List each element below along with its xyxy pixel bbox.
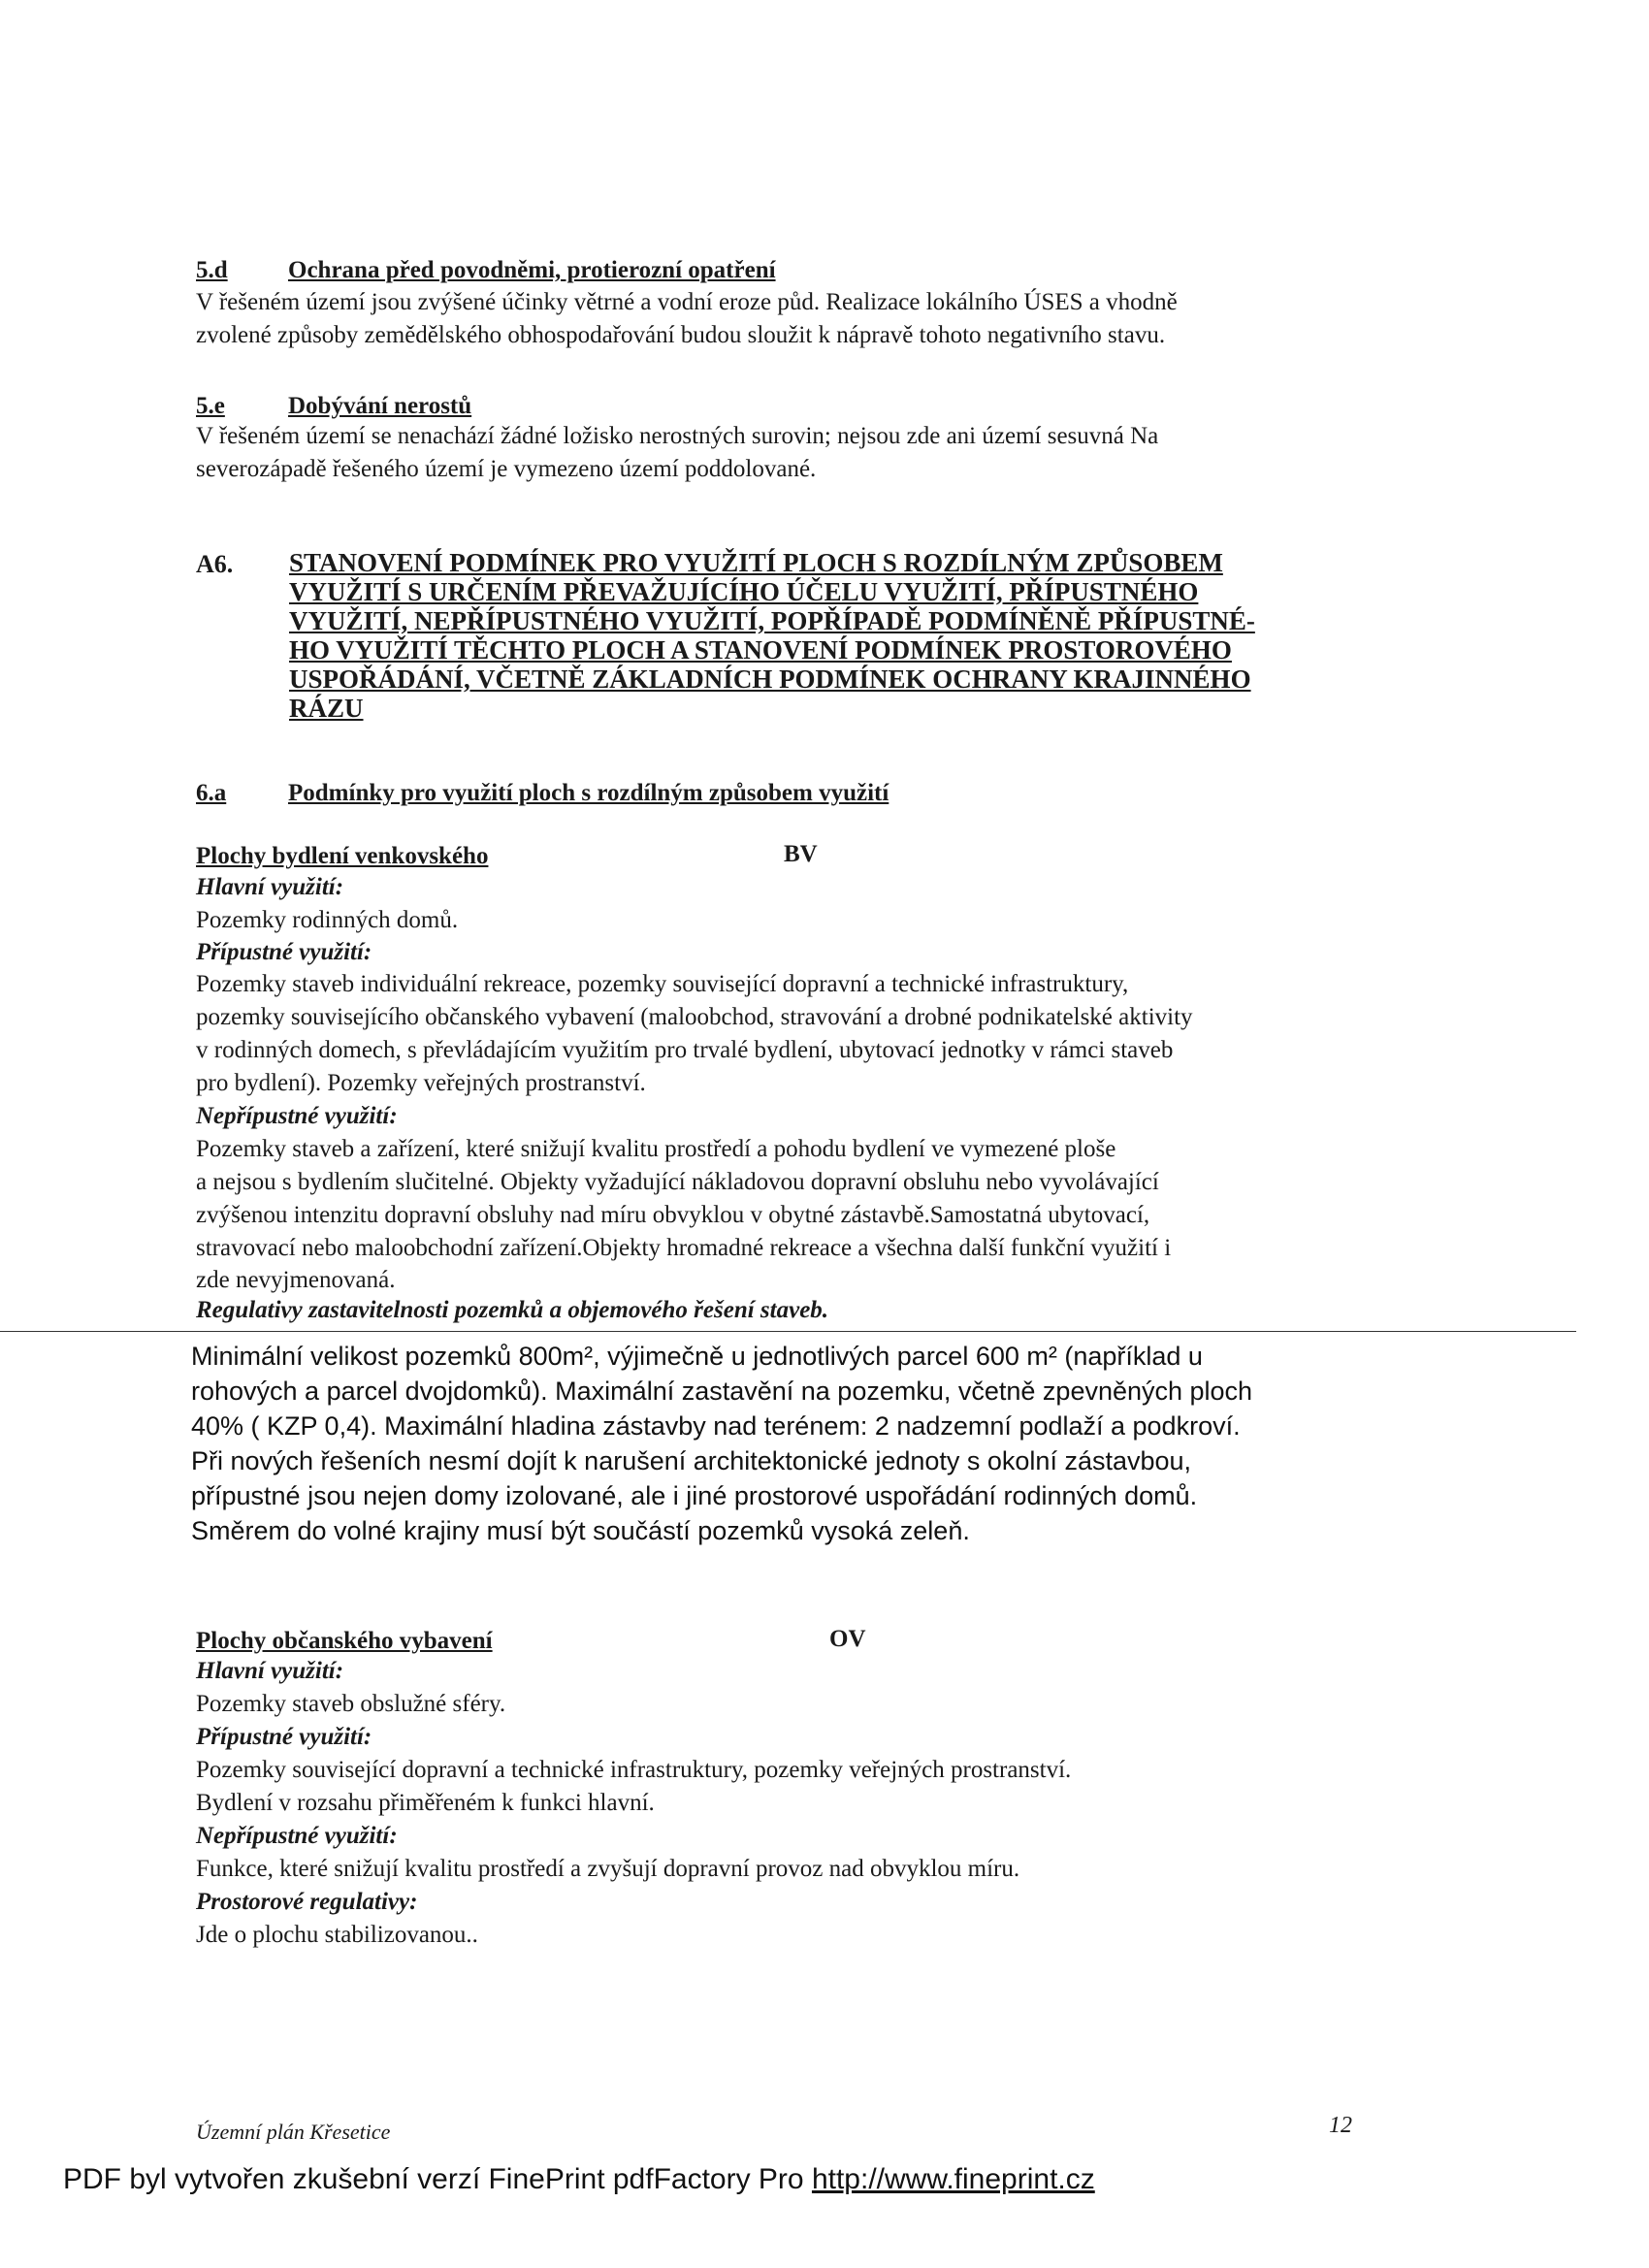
section-title: Dobývání nerostů: [288, 393, 472, 419]
label-forbidden-use: Nepřípustné využití:: [196, 1823, 398, 1849]
chapter-title-line: VYUŽITÍ S URČENÍM PŘEVAŽUJÍCÍHO ÚČELU VYUŽITÍ, PŘÍPUSTNÉHO: [289, 577, 1199, 606]
zone-code: BV: [784, 841, 818, 867]
paragraph-line: V řešeném území jsou zvýšené účinky větrné a vodní eroze půd. Realizace lokálního ÚSES a vhodně: [196, 289, 1178, 315]
pdf-watermark: [63, 2163, 1095, 2196]
paragraph-line: Bydlení v rozsahu přiměřeném k funkci hlavní.: [196, 1790, 655, 1816]
section-number: 5.d: [196, 257, 228, 283]
label-main-use: Hlavní využití:: [196, 1658, 344, 1684]
divider: [0, 1331, 1576, 1332]
paragraph-line: zde nevyjmenovaná.: [196, 1267, 396, 1293]
paragraph-line: pro bydlení). Pozemky veřejných prostranství.: [196, 1070, 646, 1096]
chapter-title-line: HO VYUŽITÍ TĚCHTO PLOCH A STANOVENÍ PODMÍNEK PROSTOROVÉHO: [289, 635, 1232, 664]
paragraph-line: Jde o plochu stabilizovanou..: [196, 1922, 478, 1948]
regulation-line: Při nových řešeních nesmí dojít k narušení architektonické jednoty s okolní zástavbou,: [191, 1446, 1192, 1475]
paragraph-line: V řešeném území se nenachází žádné ložisko nerostných surovin; nejsou zde ani území sesuvná Na: [196, 423, 1159, 449]
paragraph-line: pozemky souvisejícího občanského vybavení (maloobchod, stravování a drobné podnikatelské aktivity: [196, 1004, 1193, 1030]
label-main-use: Hlavní využití:: [196, 874, 344, 900]
label-spatial-regulations: Prostorové regulativy:: [196, 1889, 418, 1915]
paragraph-line: Pozemky staveb individuální rekreace, pozemky související dopravní a technické infrastruktury,: [196, 971, 1129, 997]
section-title: Podmínky pro využití ploch s rozdílným způsobem využití: [288, 780, 889, 806]
section-title: Ochrana před povodněmi, protierozní opatření: [288, 257, 776, 283]
zone-code: OV: [829, 1626, 866, 1652]
watermark-link[interactable]: http://www.fineprint.cz: [811, 2163, 1095, 2195]
chapter-number: A6.: [196, 550, 234, 578]
label-forbidden-use: Nepřípustné využití:: [196, 1103, 398, 1129]
regulation-line: rohových a parcel dvojdomků). Maximální zastavění na pozemku, včetně zpevněných ploch: [191, 1377, 1253, 1406]
paragraph-line: Funkce, které snižují kvalitu prostředí a zvyšují dopravní provoz nad obvyklou míru.: [196, 1856, 1020, 1882]
label-allowed-use: Přípustné využití:: [196, 939, 372, 965]
chapter-title-line: VYUŽITÍ, NEPŘÍPUSTNÉHO VYUŽITÍ, POPŘÍPADĚ PODMÍNĚNĚ PŘÍPUSTNÉ-: [289, 606, 1255, 635]
regulation-line: 40% ( KZP 0,4). Maximální hladina zástavby nad terénem: 2 nadzemní podlaží a podkroví.: [191, 1411, 1241, 1441]
chapter-title: [289, 548, 1255, 723]
zone-name: Plochy bydlení venkovského: [196, 843, 489, 869]
paragraph-line: Pozemky související dopravní a technické infrastruktury, pozemky veřejných prostranství.: [196, 1757, 1072, 1783]
paragraph-line: Pozemky staveb obslužné sféry.: [196, 1691, 506, 1717]
zone-name: Plochy občanského vybavení: [196, 1628, 493, 1654]
page-number: 12: [1329, 2113, 1352, 2138]
footer-document-title: Územní plán Křesetice: [196, 2120, 391, 2144]
chapter-title-line: STANOVENÍ PODMÍNEK PRO VYUŽITÍ PLOCH S ROZDÍLNÝM ZPŮSOBEM: [289, 548, 1223, 577]
section-number: 6.a: [196, 780, 227, 806]
regulation-line: Minimální velikost pozemků 800m², výjimečně u jednotlivých parcel 600 m² (například u: [191, 1342, 1203, 1371]
section-6a-heading: [196, 778, 889, 809]
paragraph-line: Pozemky staveb a zařízení, které snižují kvalitu prostředí a pohodu bydlení ve vymezené ploše: [196, 1136, 1116, 1162]
paragraph-line: stravovací nebo maloobchodní zařízení.Objekty hromadné rekreace a všechna další funkční využití i: [196, 1235, 1172, 1261]
paragraph-line: a nejsou s bydlením slučitelné. Objekty vyžadující nákladovou dopravní obsluhu nebo vyvolávající: [196, 1169, 1159, 1195]
paragraph-line: Pozemky rodinných domů.: [196, 907, 459, 933]
regulation-line: Směrem do volné krajiny musí být součástí pozemků vysoká zeleň.: [191, 1516, 970, 1545]
chapter-title-line: USPOŘÁDÁNÍ, VČETNĚ ZÁKLADNÍCH PODMÍNEK OCHRANY KRAJINNÉHO: [289, 664, 1251, 694]
paragraph-line: v rodinných domech, s převládajícím využitím pro trvalé bydlení, ubytovací jednotky v rámci staveb: [196, 1037, 1174, 1063]
chapter-title-line: RÁZU: [289, 694, 364, 723]
label-allowed-use: Přípustné využití:: [196, 1724, 372, 1750]
section-5e-heading: [196, 391, 471, 422]
paragraph-line: severozápadě řešeného území je vymezeno území poddolované.: [196, 456, 817, 482]
regulation-line: přípustné jsou nejen domy izolované, ale i jiné prostorové uspořádání rodinných domů.: [191, 1481, 1198, 1510]
section-5d-heading: [196, 255, 776, 286]
paragraph-line: zvýšenou intenzitu dopravní obsluhy nad míru obvyklou v obytné zástavbě.Samostatná ubytovací,: [196, 1202, 1150, 1228]
paragraph-line: zvolené způsoby zemědělského obhospodařování budou sloužit k nápravě tohoto negativního stavu.: [196, 322, 1166, 348]
section-number: 5.e: [196, 393, 225, 419]
watermark-text: PDF byl vytvořen zkušební verzí FinePrint pdfFactory Pro: [63, 2163, 812, 2195]
label-regulations: Regulativy zastavitelnosti pozemků a objemového řešení staveb.: [196, 1297, 829, 1323]
